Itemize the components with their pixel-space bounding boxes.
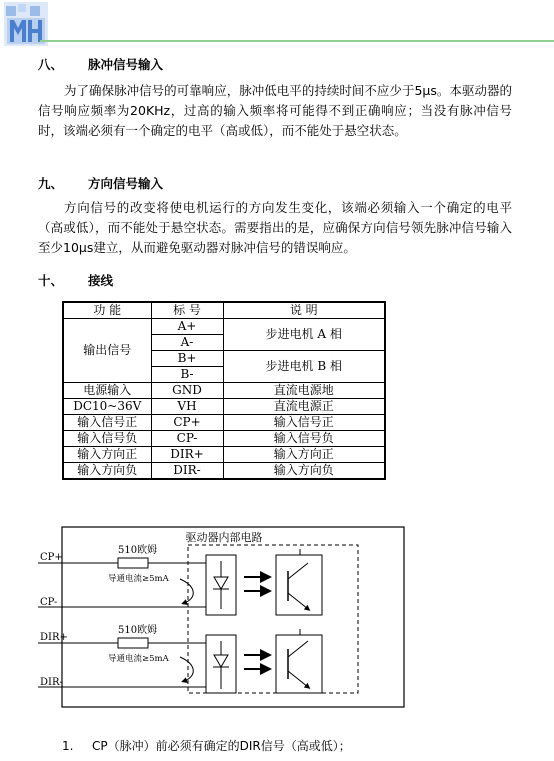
resistor-label: 510欧姆 [118, 625, 158, 636]
table-row [63, 399, 385, 415]
section-body-pulse: 为了确保脉冲信号的可靠响应，脉冲低电平的持续时间不应少于5μs。本驱动器的信号响应频率为20KHz，过高的输入频率将可能得不到正确响应；当没有脉冲信号时，该端必须有一个确定的电平（高或低），而不能处于悬空状态。 [38, 83, 512, 138]
current-arrow-icon [180, 579, 193, 603]
table-cell-label: A- [151, 335, 223, 351]
footnote-number: 1. [62, 739, 74, 753]
table-cell-label: CP+ [151, 415, 223, 431]
transistor-emitter-icon [288, 593, 308, 609]
table-cell-label: DIR+ [151, 447, 223, 463]
table-cell-desc: 步进电机 A 相 [223, 319, 385, 351]
table-row [63, 383, 385, 399]
current-label: 导通电流≥5mA [108, 574, 169, 584]
table-cell-label: GND [151, 383, 223, 399]
table-row [63, 463, 385, 480]
table-cell-label: A+ [151, 319, 223, 335]
table-cell-desc: 输入信号正 [223, 415, 385, 431]
channel-cp [38, 543, 322, 615]
channel-dir [38, 623, 322, 693]
header-rule [40, 40, 554, 42]
table-cell-function: 输出信号 [63, 319, 151, 383]
table-row [63, 431, 385, 447]
footnote-item [62, 738, 351, 754]
table-cell-desc: 步进电机 B 相 [223, 351, 385, 383]
diagram-outer-frame [62, 527, 404, 707]
terminal-label-dir-plus: DIR+ [40, 632, 68, 643]
driver-internal-dashed-box [188, 545, 358, 693]
optocoupler-circuit-diagram [38, 525, 410, 709]
table-cell-label: DIR- [151, 463, 223, 480]
table-cell-function: DC10~36V [63, 399, 151, 415]
terminal-label-cp-plus: CP+ [40, 552, 63, 563]
resistor-icon [118, 558, 148, 568]
table-cell-label: VH [151, 399, 223, 415]
table-cell-desc: 输入方向负 [223, 463, 385, 480]
resistor-label: 510欧姆 [118, 545, 158, 556]
section-heading-pulse [38, 57, 163, 73]
table-cell-function: 输入方向正 [63, 447, 151, 463]
terminal-label-dir-minus: DIR- [40, 677, 63, 688]
phototransistor-box [276, 555, 322, 615]
table-row [63, 319, 385, 335]
transistor-emitter-icon [288, 671, 308, 687]
phototransistor-box [276, 635, 322, 693]
terminal-label-cp-minus: CP- [40, 597, 58, 608]
diode-icon [214, 577, 228, 589]
resistor-icon [118, 638, 148, 648]
section-title: 脉冲信号输入 [88, 57, 164, 72]
table-row [63, 447, 385, 463]
table-cell-function: 电源输入 [63, 383, 151, 399]
section-title: 方向信号输入 [88, 176, 164, 191]
table-cell-label: B+ [151, 351, 223, 367]
section-number: 八、 [38, 57, 64, 72]
section-number: 九、 [38, 176, 64, 191]
diode-icon [214, 655, 228, 667]
current-label: 导通电流≥5mA [108, 654, 169, 664]
table-cell-function: 输入方向负 [63, 463, 151, 480]
table-cell-label: CP- [151, 431, 223, 447]
table-header: 说 明 [223, 302, 385, 319]
diagram-title: 驱动器内部电路 [185, 531, 263, 544]
table-cell-label: B- [151, 367, 223, 383]
section-number: 十、 [38, 273, 64, 288]
table-row [63, 415, 385, 431]
table-header: 标 号 [151, 302, 223, 319]
table-cell-desc: 输入方向正 [223, 447, 385, 463]
table-header: 功 能 [63, 302, 151, 319]
table-cell-function: 输入信号负 [63, 431, 151, 447]
section-heading-wiring [38, 273, 113, 289]
wiring-table [62, 301, 386, 480]
table-cell-desc: 直流电源正 [223, 399, 385, 415]
table-cell-desc: 输入信号负 [223, 431, 385, 447]
table-cell-desc: 直流电源地 [223, 383, 385, 399]
section-heading-direction [38, 176, 163, 192]
footnote-text: CP（脉冲）前必须有确定的DIR信号（高或低）； [92, 739, 351, 753]
table-header-row [63, 302, 385, 319]
section-body-direction: 方向信号的改变将使电机运行的方向发生变化，该端必须输入一个确定的电平（高或低），而不能处于悬空状态。需要指出的是，应确保方向信号领先脉冲信号输入至少10μs建立，从而避免驱动器对脉冲信号的错误响应。 [38, 200, 512, 255]
current-arrow-icon [180, 657, 193, 681]
table-cell-function: 输入信号正 [63, 415, 151, 431]
section-title: 接线 [88, 273, 114, 288]
